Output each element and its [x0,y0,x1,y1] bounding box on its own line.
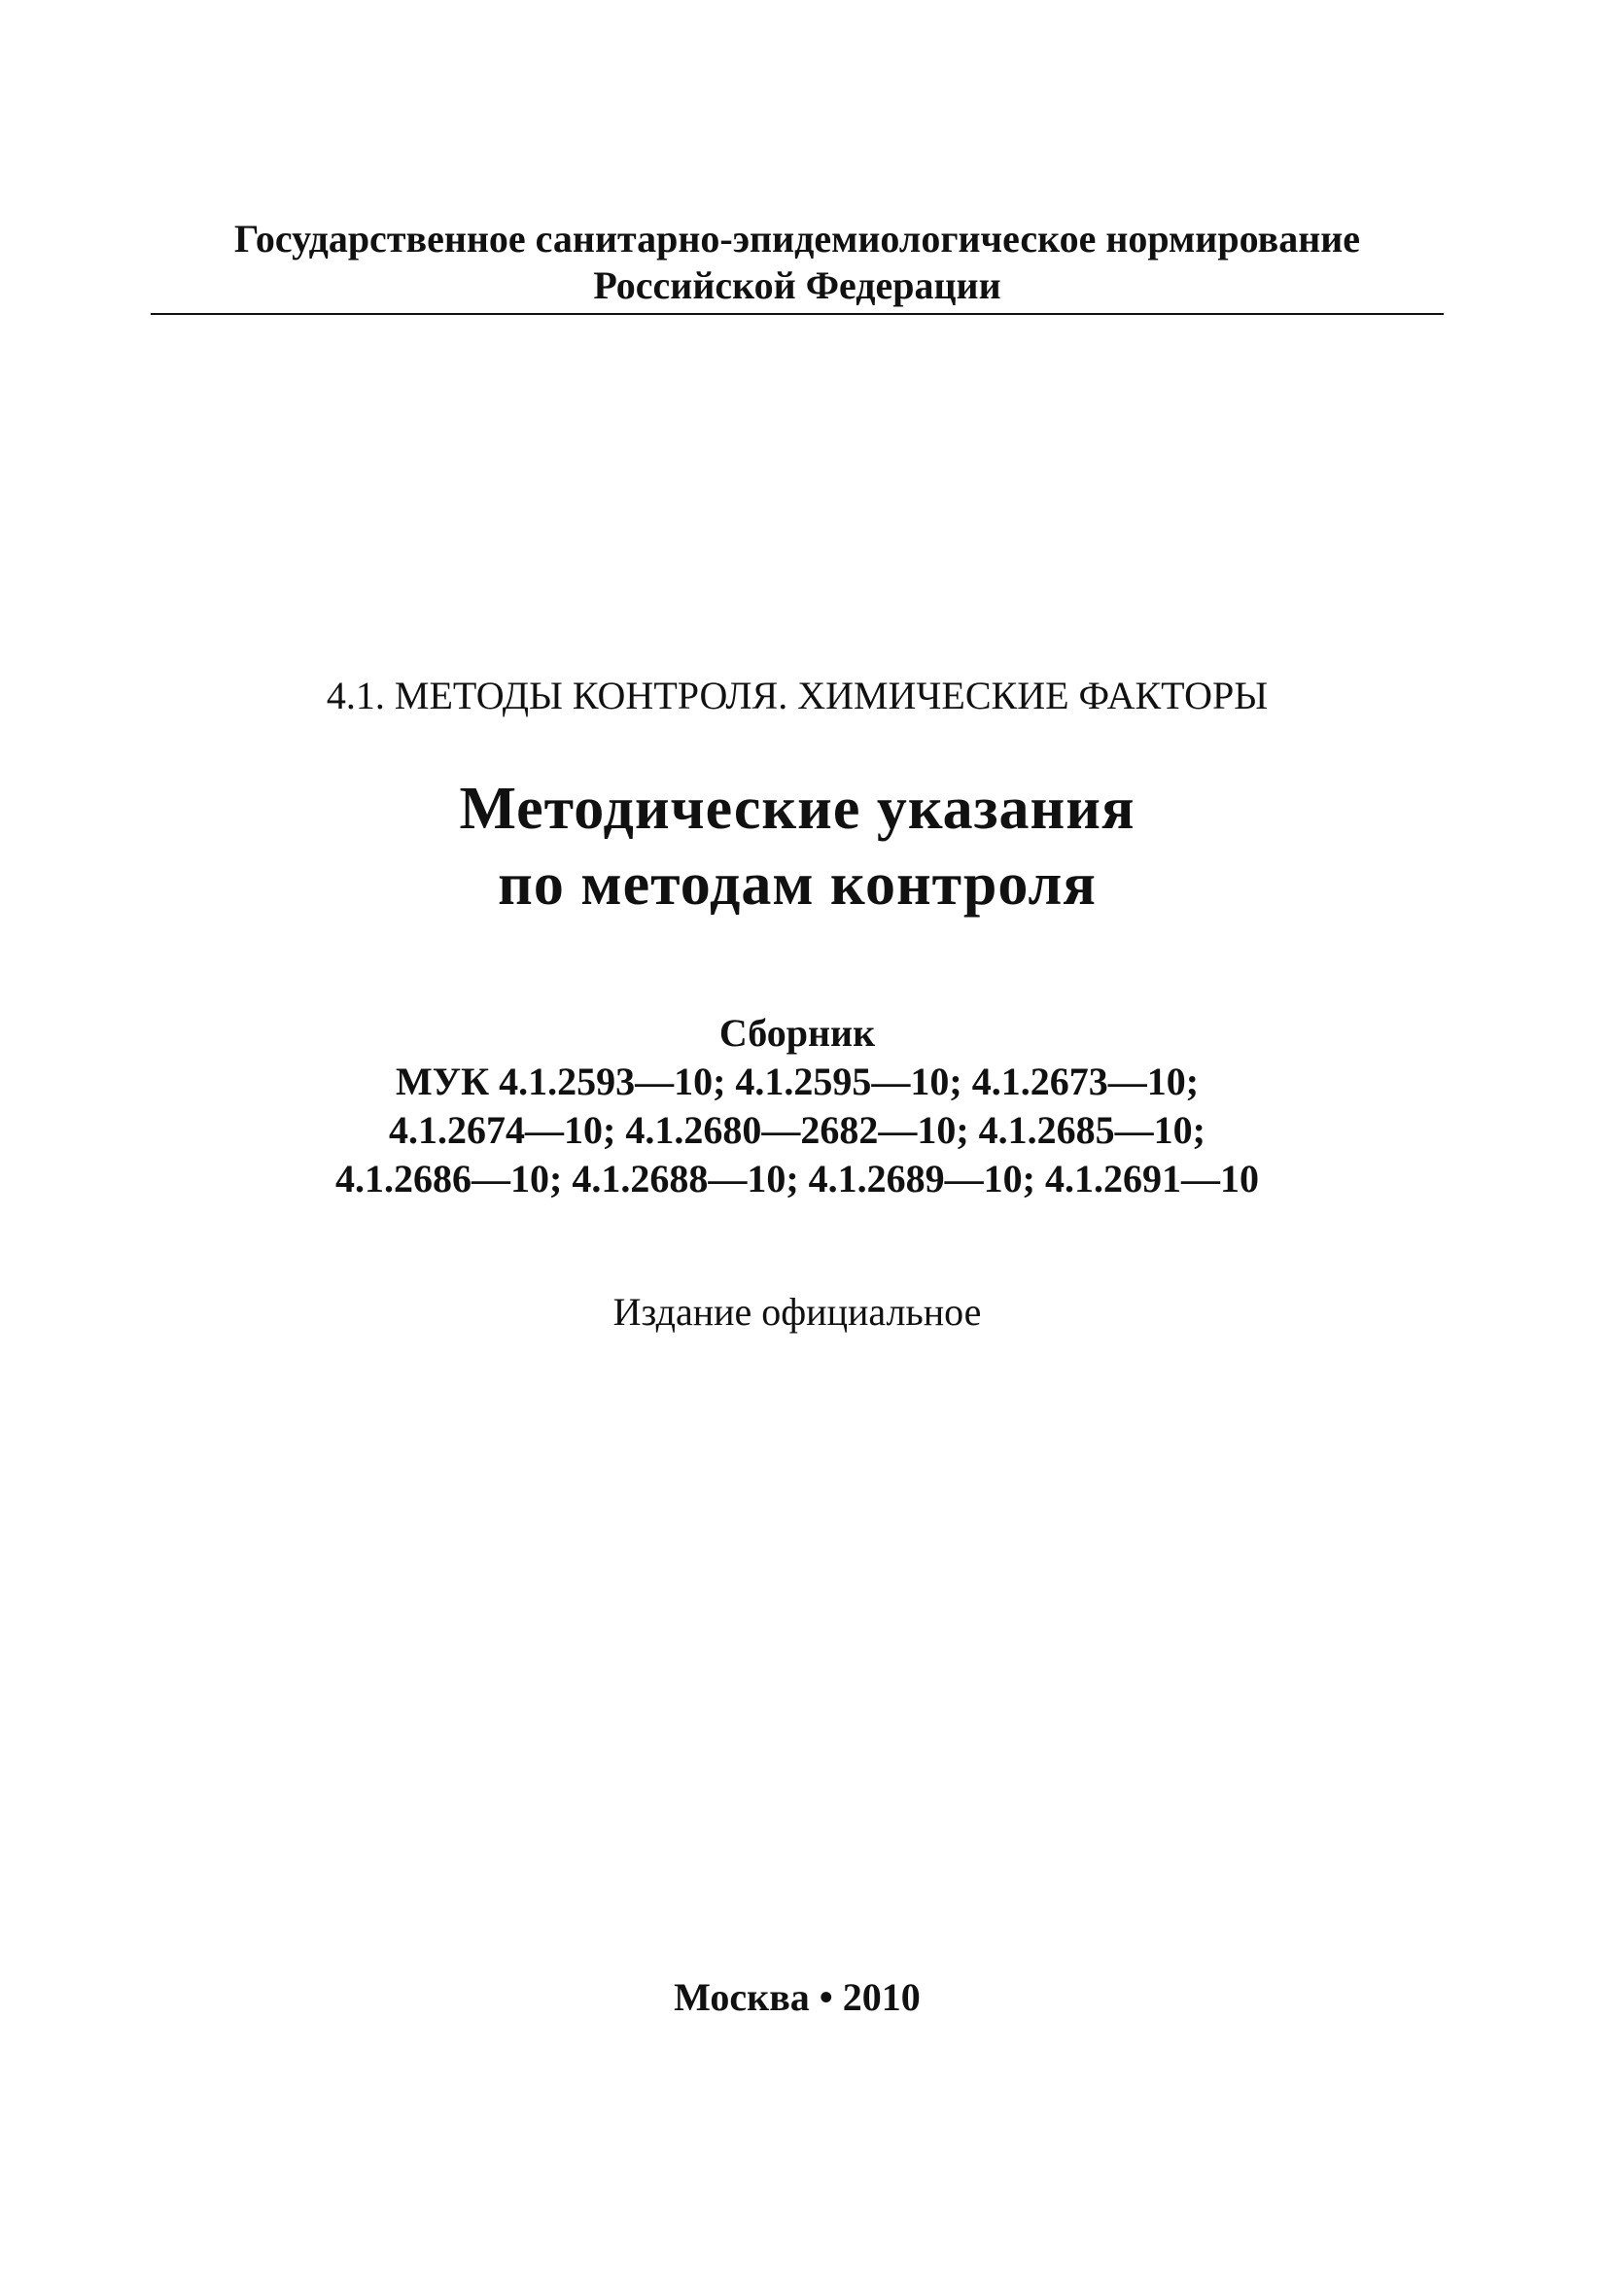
title-line-2: по методам контроля [498,852,1097,918]
collection-codes-line-2: 4.1.2674—10; 4.1.2680—2682—10; 4.1.2685—10; [389,1108,1205,1152]
issuer-header [146,216,1449,309]
series-heading: 4.1. МЕТОДЫ КОНТРОЛЯ. ХИМИЧЕСКИЕ ФАКТОРЫ [326,674,1269,717]
collection-label: Сборник [718,1011,876,1055]
edition-note: Издание официальное [612,1290,982,1334]
imprint: Москва • 2010 [674,1975,921,2019]
collection-codes-line-3: 4.1.2686—10; 4.1.2688—10; 4.1.2689—10; 4.1.2691—10 [335,1157,1259,1200]
issuer-line-2: Российской Федерации [593,263,1001,307]
collection-codes-line-1: МУК 4.1.2593—10; 4.1.2595—10; 4.1.2673—10; [395,1060,1200,1103]
header-divider [151,313,1444,315]
issuer-line-1: Государственное санитарно-эпидемиологическое нормирование [233,217,1361,261]
document-title [146,771,1449,922]
collection-block [146,1009,1449,1203]
title-line-1: Методические указания [459,776,1135,842]
